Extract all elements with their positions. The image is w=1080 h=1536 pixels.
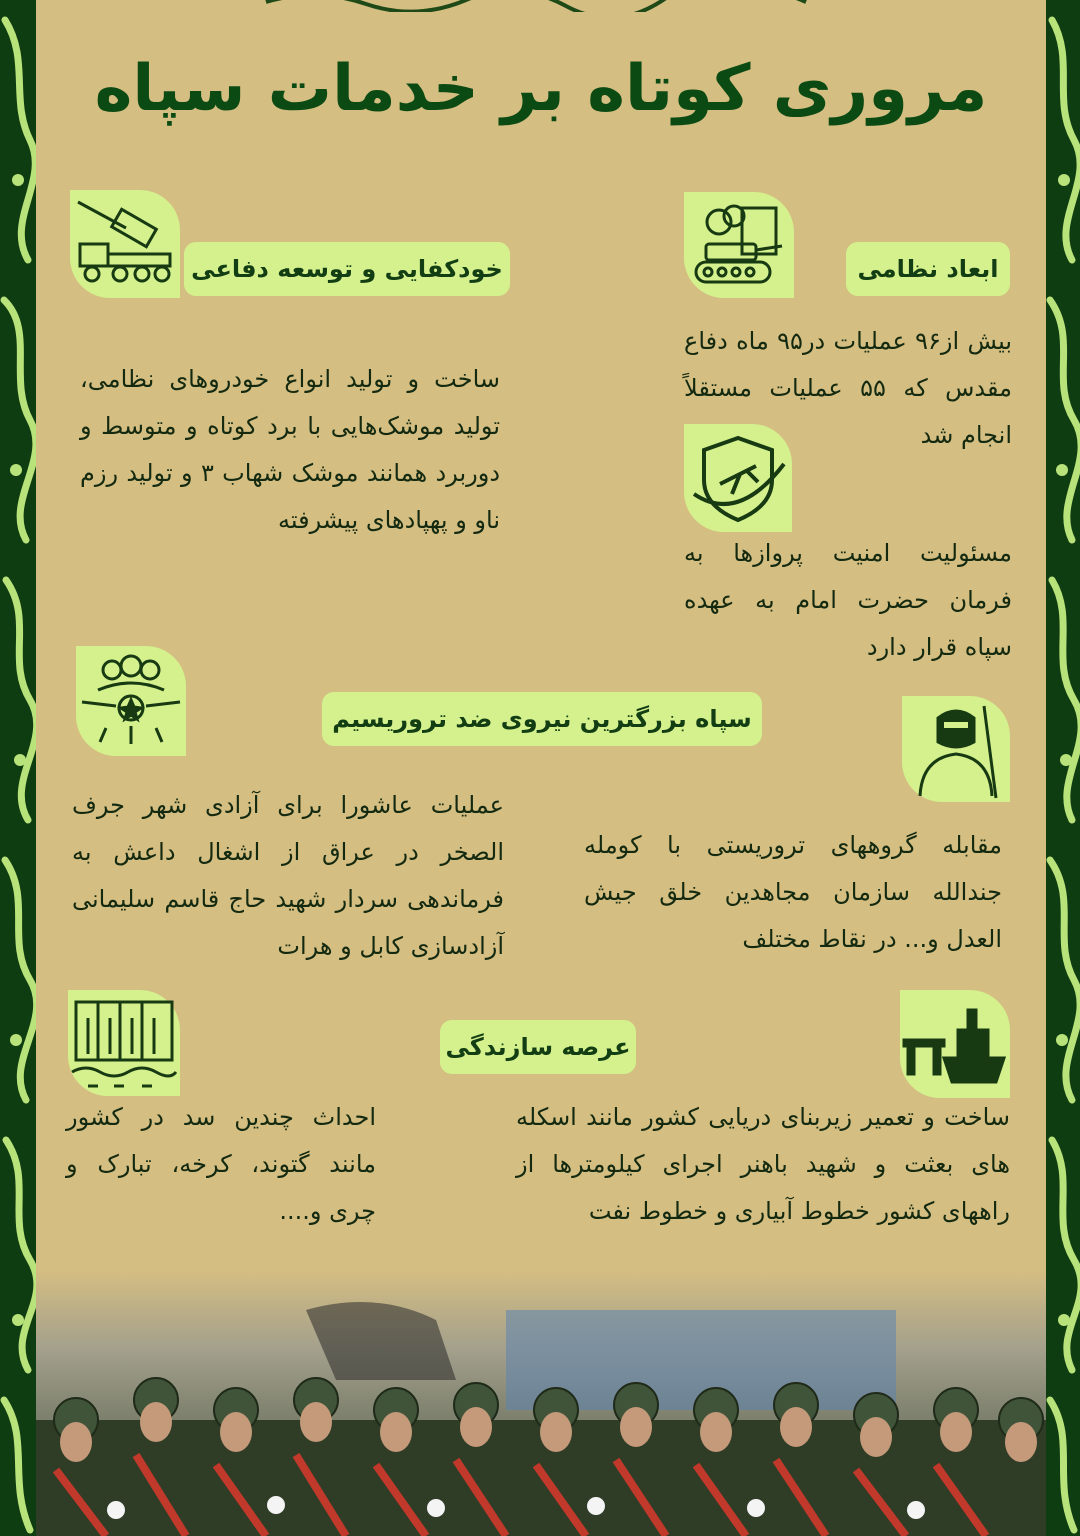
tank-icon xyxy=(684,192,794,298)
flight-shield-icon xyxy=(684,424,792,532)
soldiers-emblem-icon xyxy=(76,646,186,756)
calligraphy-ornament xyxy=(256,0,816,12)
section-title-construction: عرصه سازندگی xyxy=(440,1020,636,1074)
dam-icon xyxy=(68,990,180,1096)
missile-launcher-icon xyxy=(70,190,180,298)
terrorism-right-text: مقابله گروههای تروریستی با کومله جندالله سازمان مجاهدین خلق جیش العدل و... در نقاط مختلف xyxy=(584,831,1002,953)
content-panel xyxy=(36,0,1046,1536)
section-title-terrorism: سپاه بزرگترین نیروی ضد تروریسیم xyxy=(322,692,762,746)
section-title-defense: خودکفایی و توسعه دفاعی xyxy=(184,242,510,296)
ship-port-icon xyxy=(900,990,1010,1098)
terrorism-left-text: عملیات عاشورا برای آزادی شهر جرف الصخر در عراق از اشغال داعش به فرماندهی سردار شهید حاج قاسم سلیمانی آزادسازی کابل و هرات xyxy=(72,791,504,960)
parade-photo xyxy=(36,1270,1046,1536)
armed-fighter-icon xyxy=(902,696,1010,802)
military-text: بیش از۹۶ عملیات در۹۵ ماه دفاع مقدس که ۵۵ عملیات مستقلاً انجام شد xyxy=(684,327,1012,449)
section-title-military: ابعاد نظامی xyxy=(846,242,1010,296)
flight-security-text: مسئولیت امنیت پروازها به فرمان حضرت امام به عهده سپاه قرار دارد xyxy=(684,539,1012,661)
construction-right-text: ساخت و تعمیر زیربنای دریایی کشور مانند اسکله های بعثت و شهید باهنر اجرای کیلومترها از راههای کشور خطوط آبیاری و خطوط نفت xyxy=(516,1103,1010,1225)
defense-text: ساخت و تولید انواع خودروهای نظامی، تولید موشک‌هایی با برد کوتاه و متوسط و دوربرد همانند موشک شهاب ۳ و تولید رزم ناو و پهپادهای پیشرفته xyxy=(80,365,501,534)
page-title: مروری کوتاه بر خدمات سپاه xyxy=(94,52,988,126)
construction-left-text: احداث چندین سد در کشور مانند گتوند، کرخه، تبارک و چری و.... xyxy=(66,1103,376,1225)
